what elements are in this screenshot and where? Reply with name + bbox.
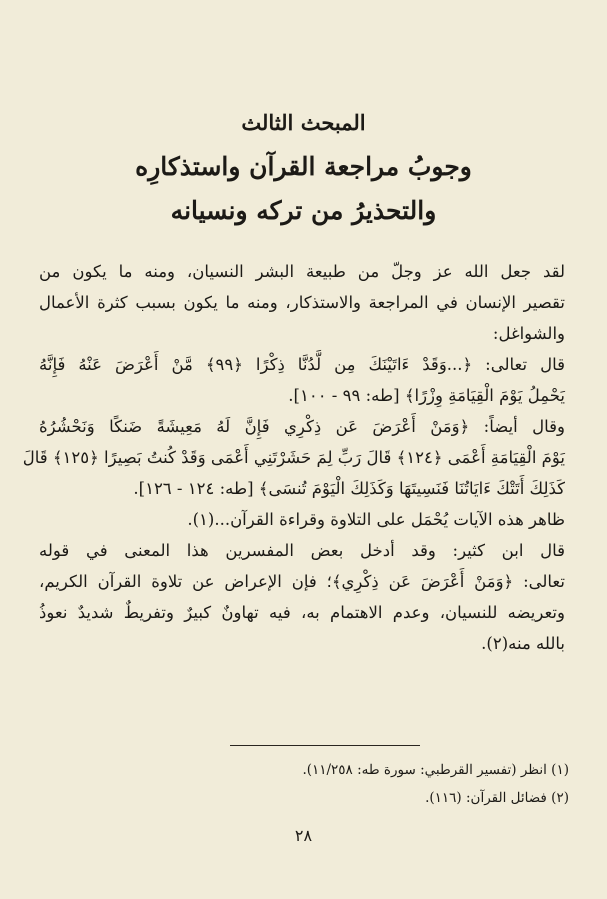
- chapter-title-line-2: والتحذيرُ من تركه ونسيانه: [170, 196, 437, 225]
- body-line: بالله منه(٢).: [481, 634, 565, 653]
- body-line: وتعريضه للنسيان، وعدم الاهتمام به، فيه تهاونٌ كبيرٌ وتفريطٌ شديدٌ نعوذُ: [39, 603, 565, 622]
- body-line: لقد جعل الله عز وجلّ من طبيعة البشر النسيان، ومنه ما يكون من: [39, 262, 565, 281]
- quran-verse-line: قال تعالى: ﴿...وَقَدْ ءَاتَيْنَكَ مِن لَّدُنَّا ذِكْرًا ﴿٩٩﴾ مَّنْ أَعْرَضَ عَنْهُ فَإِنَّهُ: [39, 355, 565, 374]
- page-number: ٢٨: [294, 826, 313, 845]
- footnote-divider: [230, 745, 420, 746]
- quran-verse-line: كَذَلِكَ أَتَتْكَ ءَايَاتُنَا فَنَسِيتَهَا وَكَذَلِكَ الْيَوْمَ تُنسَى﴾ [طه: ١٢٤ - ١٢٦].: [133, 479, 565, 498]
- section-heading: المبحث الثالث: [241, 110, 366, 135]
- footnote-1: (١) انظر (تفسير القرطبي: سورة طه: ١١/٢٥٨).: [302, 762, 569, 778]
- body-line: تقصير الإنسان في المراجعة والاستذكار، ومنه ما يكون بسبب كثرة الأعمال: [39, 293, 565, 312]
- quran-verse-line: وقال أيضاً: ﴿وَمَنْ أَعْرَضَ عَن ذِكْرِي فَإِنَّ لَهُ مَعِيشَةً ضَنكًا وَنَحْشُرُهُ: [39, 417, 565, 436]
- quran-verse-line: يَحْمِلُ يَوْمَ الْقِيَامَةِ وِزْرًا﴾ [طه: ٩٩ - ١٠٠].: [288, 386, 565, 405]
- chapter-title-line-1: وجوبُ مراجعة القرآن واستذكارِه: [135, 152, 472, 181]
- quran-verse-line: يَوْمَ الْقِيَامَةِ أَعْمَى ﴿١٢٤﴾ قَالَ رَبِّ لِمَ حَشَرْتَنِي أَعْمَى وَقَدْ كُنتُ بَصِيرًا ﴿١٢٥﴾ قَالَ: [22, 448, 565, 467]
- footnote-2: (٢) فضائل القرآن: (١١٦).: [425, 790, 569, 806]
- body-text: [22, 256, 565, 659]
- body-line: والشواغل:: [492, 324, 565, 343]
- body-line: قال ابن كثير: وقد أدخل بعض المفسرين هذا المعنى في قوله: [39, 541, 565, 560]
- body-line: تعالى: ﴿وَمَنْ أَعْرَضَ عَن ذِكْرِي﴾؛ فإن الإعراض عن تلاوة القرآن الكريم،: [39, 572, 565, 591]
- body-line: ظاهر هذه الآيات يُحْمَل على التلاوة وقراءة القرآن...(١).: [187, 510, 565, 529]
